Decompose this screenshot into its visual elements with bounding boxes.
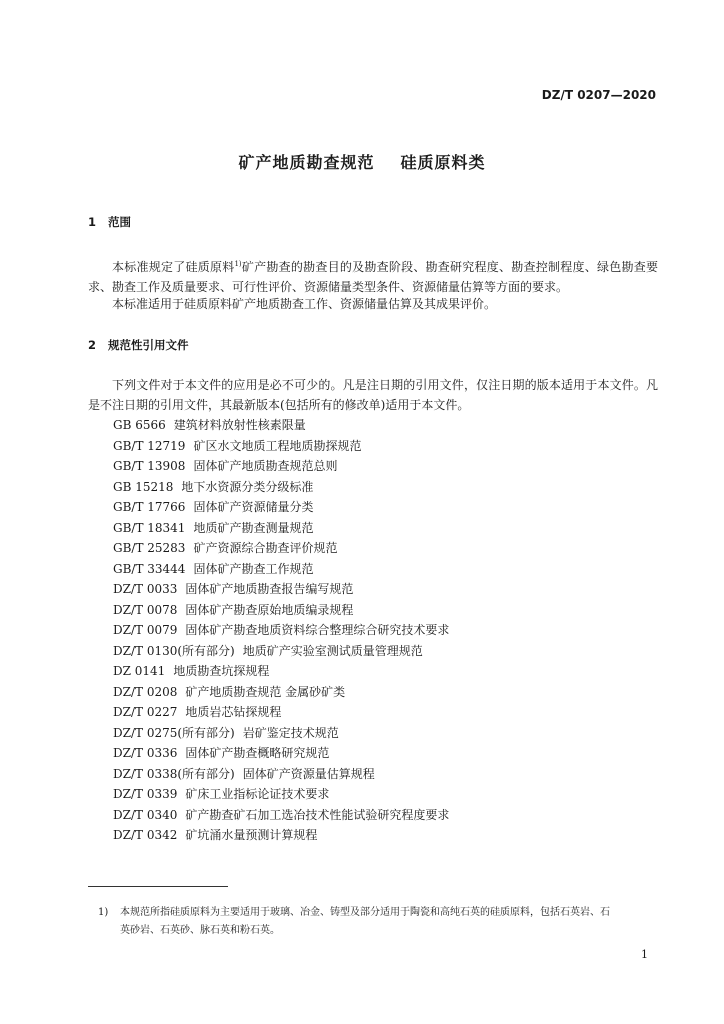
standard-code: DZ/T 0207—2020 (541, 88, 656, 102)
document-title (0, 150, 724, 173)
reference-code: DZ/T 0079 (113, 623, 178, 637)
footnote-line-2: 英砂岩、石英砂、脉石英和粉石英。 (120, 925, 280, 936)
reference-item (113, 825, 449, 846)
reference-code: DZ/T 0342 (113, 828, 178, 842)
footnote-divider (88, 886, 228, 887)
section-2-intro: 下列文件对于本文件的应用是必不可少的。凡是注日期的引用文件，仅注日期的版本适用于本文件。凡是不注日期的引用文件，其最新版本(包括所有的修改单)适用于本文件。 (88, 378, 658, 412)
reference-title: 地下水资源分类分级标准 (181, 479, 314, 494)
reference-title: 固体矿产勘查地质资料综合整理综合研究技术要求 (185, 623, 450, 637)
reference-code: GB 15218 (113, 479, 174, 494)
reference-item (113, 661, 449, 682)
reference-title: 矿产地质勘查规范 金属砂矿类 (185, 684, 346, 699)
footnote-text-1: 本规范所指硅质原料为主要适用于玻璃、冶金、铸型及部分适用于陶瓷和高纯石英的硅质原料，包括石英岩、石 (120, 907, 610, 918)
section-1-heading (88, 214, 131, 230)
reference-code: DZ/T 0130(所有部分) (113, 643, 235, 658)
reference-code: GB/T 18341 (113, 520, 186, 535)
reference-title: 岩矿鉴定技术规范 (242, 725, 339, 740)
scope-text-a: 本标准规定了硅质原料 (112, 260, 235, 274)
reference-item (113, 477, 449, 498)
section-1-title: 范围 (108, 215, 131, 229)
reference-item (113, 702, 449, 723)
footnote (88, 904, 658, 940)
reference-item (113, 723, 449, 744)
reference-title: 矿产资源综合勘查评价规范 (193, 541, 338, 555)
reference-item (113, 436, 449, 457)
reference-title: 地质矿产实验室测试质量管理规范 (242, 643, 423, 658)
footnote-line-1 (88, 904, 658, 922)
reference-title: 地质岩芯钻探规程 (185, 705, 282, 719)
reference-item (113, 579, 449, 600)
reference-item (113, 497, 449, 518)
reference-code: GB/T 25283 (113, 541, 186, 555)
reference-code: GB/T 17766 (113, 500, 186, 514)
reference-title: 固体矿产地质勘查规范总则 (193, 459, 338, 473)
reference-title: 矿产勘查矿石加工选冶技术性能试验研究程度要求 (185, 807, 450, 822)
reference-item (113, 538, 449, 559)
reference-title: 矿床工业指标论证技术要求 (185, 787, 330, 801)
reference-code: GB/T 13908 (113, 459, 186, 473)
reference-code: GB 6566 (113, 418, 166, 432)
reference-item (113, 456, 449, 477)
reference-title: 地质矿产勘查测量规范 (193, 520, 314, 535)
reference-title: 固体矿产资源储量分类 (193, 500, 314, 514)
reference-code: GB/T 33444 (113, 561, 186, 576)
section-1-paragraph-2: 本标准适用于硅质原料矿产地质勘查工作、资源储量估算及其成果评价。 (112, 297, 497, 311)
reference-code: DZ/T 0336 (113, 746, 178, 760)
reference-title: 固体矿产勘查工作规范 (193, 561, 314, 576)
reference-code: DZ 0141 (113, 664, 166, 678)
reference-title: 地质勘查坑探规程 (173, 664, 270, 678)
reference-item (113, 682, 449, 703)
reference-title: 矿区水文地质工程地质勘探规范 (193, 438, 362, 453)
section-1-paragraph-1 (88, 254, 658, 297)
page-number: 1 (641, 948, 648, 961)
reference-title: 建筑材料放射性核素限量 (173, 418, 306, 432)
reference-item (113, 805, 449, 826)
reference-code: GB/T 12719 (113, 438, 186, 453)
reference-code: DZ/T 0227 (113, 705, 178, 719)
reference-item (113, 600, 449, 621)
reference-code: DZ/T 0340 (113, 807, 178, 822)
section-2-number: 2 (88, 338, 97, 352)
title-main: 矿产地质勘查规范 (238, 153, 375, 172)
reference-list (113, 415, 449, 846)
reference-title: 固体矿产勘查概略研究规范 (185, 746, 330, 760)
scope-text-b: 矿产勘查的勘查目的及勘查阶段、勘查研究程度、勘查控制程度、绿色勘查要求、勘查工作及质量要求、可行性评价、资源储量类型条件、资源储量估算等方面的要求。 (88, 260, 658, 294)
footnote-mark: 1) (98, 907, 109, 918)
reference-item (113, 743, 449, 764)
reference-code: DZ/T 0275(所有部分) (113, 725, 235, 740)
section-1-number: 1 (88, 215, 97, 229)
reference-item (113, 764, 449, 785)
footnote-ref-mark: 1) (234, 260, 242, 268)
section-2-title: 规范性引用文件 (108, 338, 189, 352)
title-sub: 硅质原料类 (400, 153, 486, 172)
reference-item (113, 559, 449, 580)
reference-title: 固体矿产资源量估算规程 (242, 766, 375, 781)
reference-item (113, 641, 449, 662)
reference-code: DZ/T 0339 (113, 787, 178, 801)
reference-item (113, 784, 449, 805)
reference-item (113, 518, 449, 539)
reference-title: 固体矿产勘查原始地质编录规程 (185, 602, 354, 617)
section-2-heading (88, 337, 189, 353)
reference-item (113, 620, 449, 641)
reference-code: DZ/T 0078 (113, 602, 178, 617)
reference-code: DZ/T 0033 (113, 582, 178, 596)
reference-item (113, 415, 449, 436)
reference-code: DZ/T 0208 (113, 684, 178, 699)
reference-code: DZ/T 0338(所有部分) (113, 766, 235, 781)
reference-title: 固体矿产地质勘查报告编写规范 (185, 582, 354, 596)
reference-title: 矿坑涌水量预测计算规程 (185, 828, 318, 842)
